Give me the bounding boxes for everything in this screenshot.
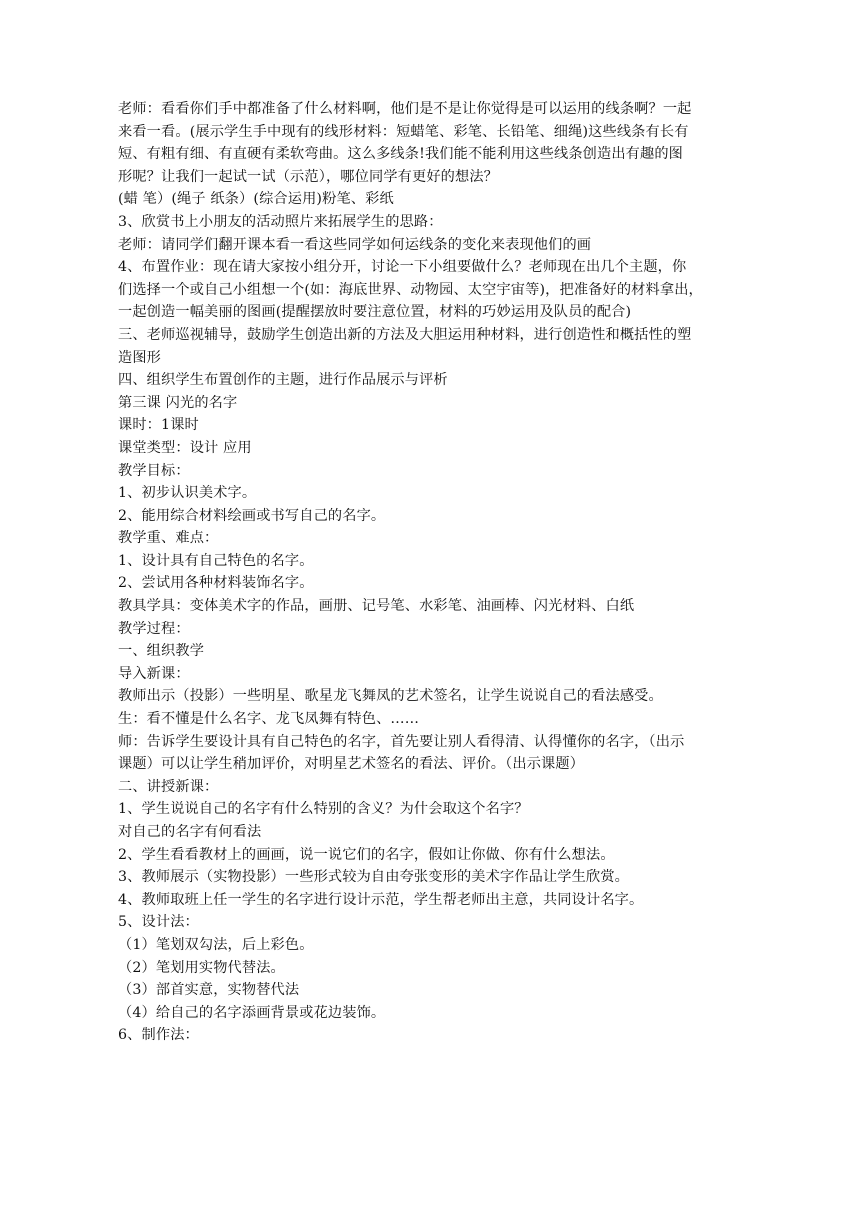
text-line: 4、布置作业：现在请大家按小组分开，讨论一下小组要做什么？老师现在出几个主题，你 — [118, 259, 687, 276]
text-line: 师：告诉学生要设计具有自己特色的名字，首先要让别人看得清、认得懂你的名字，（出示 — [118, 733, 685, 750]
section-heading: 教学目标： — [118, 462, 190, 479]
text-line: 四、组织学生布置创作的主题，进行作品展示与评析 — [118, 372, 448, 389]
text-line: 老师：请同学们翻开课本看一看这些同学如何运线条的变化来表现他们的画 — [118, 236, 592, 253]
text-line: 们选择一个或自己小组想一个(如：海底世界、动物园、太空宇宙等)，把准备好的材料拿出， — [118, 281, 703, 298]
text-line: 对自己的名字有何看法 — [118, 824, 262, 840]
text-line: （1）笔划双勾法，后上彩色。 — [118, 936, 314, 953]
text-line: 形呢？让我们一起试一试（示范），哪位同学有更好的想法？ — [118, 168, 499, 185]
lesson-title: 第三课 闪光的名字 — [118, 394, 238, 411]
text-line: 二、讲授新课： — [118, 778, 219, 795]
document-body — [118, 98, 738, 1047]
text-line: 5、设计法： — [118, 914, 199, 931]
section-heading: 教学重、难点： — [118, 530, 219, 547]
text-line: 2、能用综合材料绘画或书写自己的名字。 — [118, 507, 386, 524]
text-line: 课题）可以让学生稍加评价，对明星艺术签名的看法、评价。（出示课题） — [118, 756, 585, 773]
text-line: 1、设计具有自己特色的名字。 — [118, 552, 314, 569]
text-line: 导入新课： — [118, 665, 190, 682]
text-line: 短、有粗有细、有直硬有柔软弯曲。这么多线条!我们能不能利用这些线条创造出有趣的图 — [118, 146, 684, 163]
text-line: 一、组织教学 — [118, 643, 205, 660]
text-line: 教具学具：变体美术字的作品，画册、记号笔、水彩笔、油画棒、闪光材料、白纸 — [118, 598, 635, 615]
text-line: 课时：1课时 — [118, 417, 199, 434]
text-line: 来看一看。(展示学生手中现有的线形材料：短蜡笔、彩笔、长铅笔、细绳)这些线条有长有 — [118, 123, 689, 140]
text-line: （4）给自己的名字添画背景或花边装饰。 — [118, 1004, 386, 1021]
text-line: 6、制作法： — [118, 1027, 199, 1044]
text-line: 教师出示（投影）一些明星、歌星龙飞舞凤的艺术签名，让学生说说自己的看法感受。 — [118, 688, 663, 705]
text-line: （2）笔划用实物代替法。 — [118, 959, 285, 976]
text-line: 1、学生说说自己的名字有什么特别的含义？为什会取这个名字？ — [118, 801, 529, 818]
text-line: 4、教师取班上任一学生的名字进行设计示范，学生帮老师出主意，共同设计名字。 — [118, 891, 644, 908]
text-line: 造图形 — [118, 349, 162, 366]
text-line: 2、尝试用各种材料装饰名字。 — [118, 575, 314, 592]
text-line: 一起创造一幅美丽的图画(提醒摆放时要注意位置，材料的巧妙运用及队员的配合) — [118, 304, 632, 321]
section-heading: 教学过程： — [118, 620, 190, 637]
text-line: (蜡 笔）(绳子 纸条）(综合运用)粉笔、彩纸 — [118, 191, 394, 208]
text-line: 3、欣赏书上小朋友的活动照片来拓展学生的思路： — [118, 213, 443, 230]
text-line: 2、学生看看教材上的画画，说一说它们的名字，假如让你做、你有什么想法。 — [118, 846, 615, 863]
text-line: 老师：看看你们手中都准备了什么材料啊，他们是不是让你觉得是可以运用的线条啊？一起 — [118, 101, 692, 117]
text-line: 生：看不懂是什么名字、龙飞凤舞有特色、…… — [118, 711, 420, 728]
text-line: 3、教师展示（实物投影）一些形式较为自由夸张变形的美术字作品让学生欣赏。 — [118, 869, 629, 886]
text-line: （3）部首实意，实物替代法 — [118, 982, 300, 999]
text-line: 课堂类型：设计 应用 — [118, 439, 252, 456]
text-line: 三、老师巡视辅导，鼓励学生创造出新的方法及大胆运用种材料，进行创造性和概括性的塑 — [118, 326, 692, 343]
text-line: 1、初步认识美术字。 — [118, 485, 257, 502]
